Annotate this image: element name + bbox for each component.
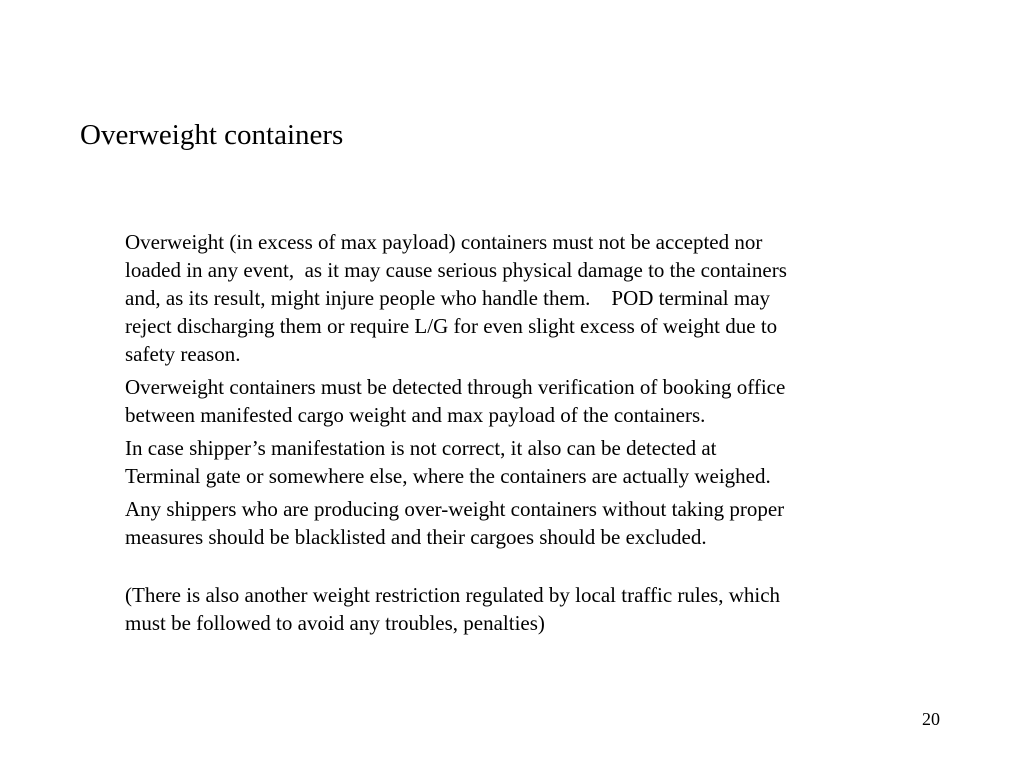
slide-body	[125, 228, 955, 642]
text-line: measures should be blacklisted and their cargoes should be excluded.	[125, 525, 707, 549]
slide-title: Overweight containers	[80, 119, 344, 151]
page-number: 20	[922, 709, 940, 729]
paragraph-detection-terminal-gate	[125, 434, 955, 490]
text-line: Overweight (in excess of max payload) containers must not be accepted nor	[125, 230, 763, 254]
text-line: reject discharging them or require L/G for even slight excess of weight due to	[125, 314, 778, 338]
text-line: and, as its result, might injure people who handle them. POD terminal may	[125, 286, 771, 310]
text-line: loaded in any event, as it may cause serious physical damage to the containers	[125, 258, 787, 282]
paragraph-overweight-definition	[125, 228, 955, 368]
text-line: (There is also another weight restriction regulated by local traffic rules, which	[125, 583, 781, 607]
text-line: between manifested cargo weight and max payload of the containers.	[125, 403, 706, 427]
text-line: must be followed to avoid any troubles, penalties)	[125, 611, 545, 635]
text-line: Terminal gate or somewhere else, where the containers are actually weighed.	[125, 464, 771, 488]
paragraph-detection-booking-office	[125, 373, 955, 429]
paragraph-traffic-rules-note	[125, 581, 955, 637]
text-line: Any shippers who are producing over-weight containers without taking proper	[125, 497, 785, 521]
text-line: safety reason.	[125, 342, 241, 366]
paragraph-blacklist-shippers	[125, 495, 955, 551]
text-line: In case shipper’s manifestation is not correct, it also can be detected at	[125, 436, 717, 460]
text-line: Overweight containers must be detected through verification of booking office	[125, 375, 786, 399]
